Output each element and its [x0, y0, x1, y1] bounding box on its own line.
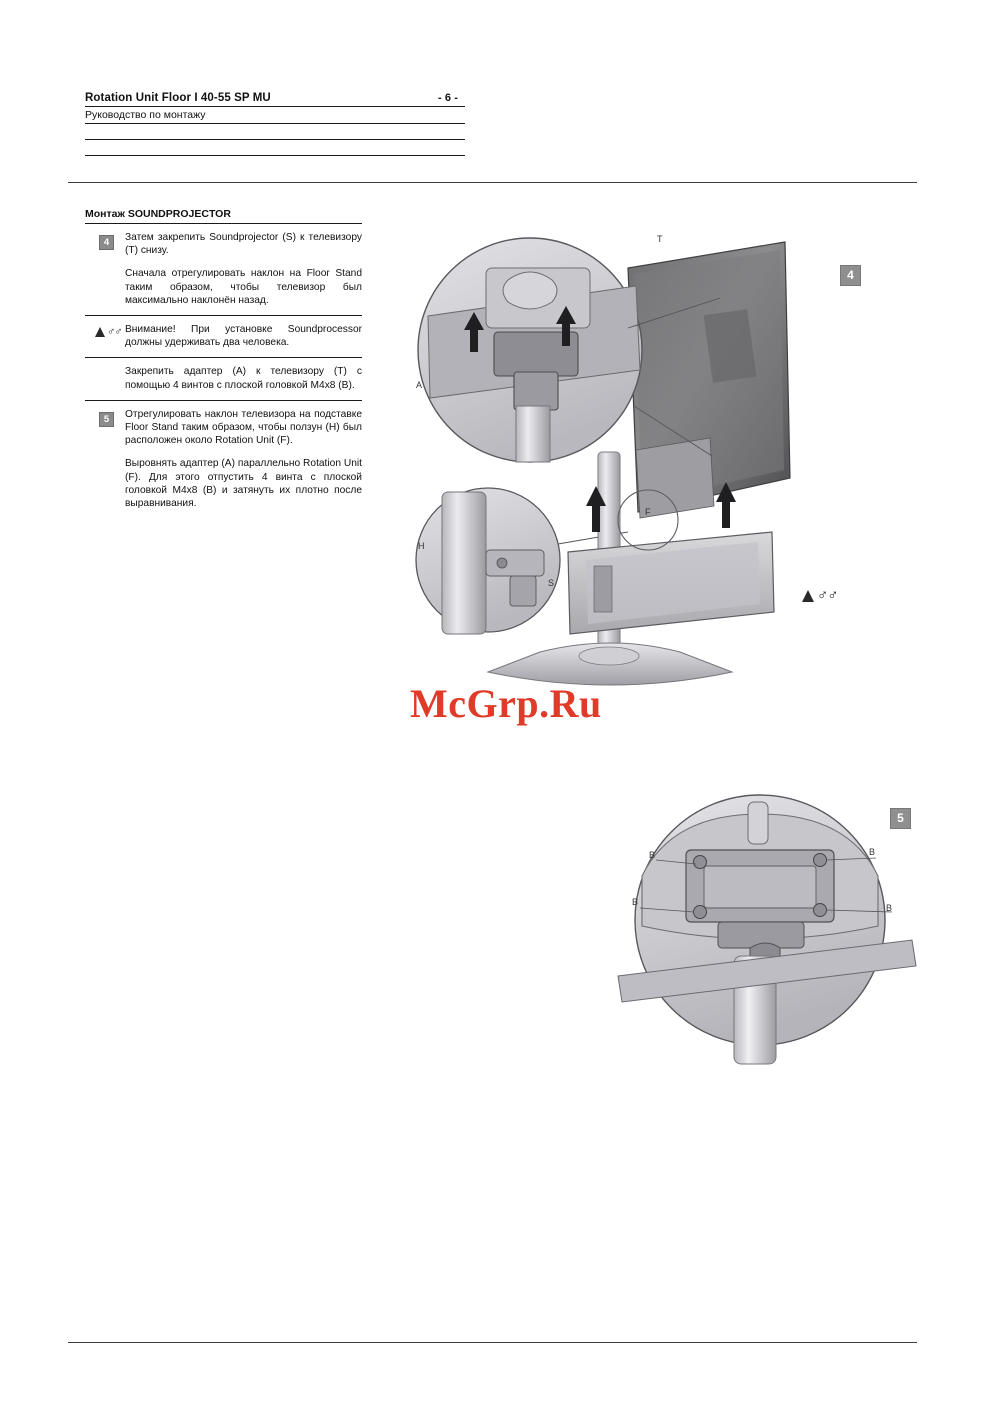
step-marker	[85, 365, 125, 366]
section-title: Монтаж SOUNDPROJECTOR	[85, 208, 362, 224]
two-persons-icon: ♂♂	[817, 587, 838, 604]
warning-triangle-icon	[802, 590, 814, 602]
content-bottom-divider	[68, 1342, 917, 1343]
instruction-step	[85, 401, 362, 510]
page-title: Rotation Unit Floor I 40-55 SP MU	[85, 92, 271, 104]
step-paragraph: Выровнять адаптер (A) параллельно Rotation Unit (F). Для этого отпустить 4 винта с плоской головкой M4x8 (B) и затянуть их плотно после выравнивания.	[125, 458, 362, 510]
step-number-badge: 5	[99, 412, 114, 427]
step-text	[125, 408, 362, 510]
page-number: - 6 -	[437, 92, 458, 104]
watermark-text: McGrp.Ru	[410, 681, 602, 726]
warning-text	[125, 323, 362, 349]
figure-4	[390, 220, 910, 690]
figure-5	[600, 780, 930, 1080]
warning-two-persons-icon	[95, 327, 122, 338]
instruction-step	[85, 358, 362, 391]
header-title-row	[85, 92, 465, 107]
figure-4-illustration	[390, 220, 910, 690]
callout-label-b: B	[869, 847, 876, 857]
figure-4-step-badge: 4	[840, 265, 861, 286]
header-subtitle: Руководство по монтажу	[85, 107, 465, 124]
callout-label-h: H	[418, 541, 425, 551]
callout-label-b: B	[886, 903, 893, 913]
warning-marker	[85, 323, 125, 342]
step-paragraph: Сначала отрегулировать наклон на Floor Stand таким образом, чтобы телевизор был максимально наклонён назад.	[125, 268, 362, 306]
step-text	[125, 231, 362, 307]
callout-label-b: B	[649, 850, 656, 860]
step-number-badge: 4	[99, 235, 114, 250]
warning-paragraph: Внимание! При установке Soundprocessor должны удерживать два человека.	[125, 324, 362, 349]
callout-label-a: A	[416, 380, 423, 390]
figure-5-step-badge: 5	[890, 808, 911, 829]
step-marker	[85, 408, 125, 427]
content-top-divider	[68, 182, 917, 183]
instruction-column	[85, 208, 362, 510]
header-rule-2	[85, 140, 465, 156]
instruction-step	[85, 224, 362, 307]
callout-label-s: S	[548, 578, 555, 588]
warning-triangle-icon	[95, 327, 105, 337]
detail-zoom-circle-lower	[416, 488, 560, 634]
step-paragraph: Закрепить адаптер (A) к телевизору (T) с помощью 4 винтов с плоской головкой M4x8 (B).	[125, 366, 362, 391]
step-paragraph: Отрегулировать наклон телевизора на подставке Floor Stand таким образом, чтобы ползун (H) был расположен около Rotation Unit (F).	[125, 408, 362, 447]
document-header	[85, 92, 465, 156]
header-rule-1	[85, 124, 465, 140]
figure-5-illustration	[600, 780, 930, 1080]
callout-label-b: B	[632, 897, 639, 907]
television-graphic	[628, 242, 790, 518]
step-paragraph: Затем закрепить Soundprojector (S) к телевизору (T) снизу.	[125, 232, 362, 257]
instruction-warning	[85, 316, 362, 349]
callout-label-f: F	[645, 507, 651, 517]
callout-label-t: T	[657, 234, 663, 244]
two-persons-icon: ♂♂	[107, 325, 122, 338]
step-marker	[85, 231, 125, 250]
step-text	[125, 365, 362, 391]
detail-zoom-circle-upper	[418, 238, 642, 462]
figure-4-warning-icon	[802, 588, 838, 603]
